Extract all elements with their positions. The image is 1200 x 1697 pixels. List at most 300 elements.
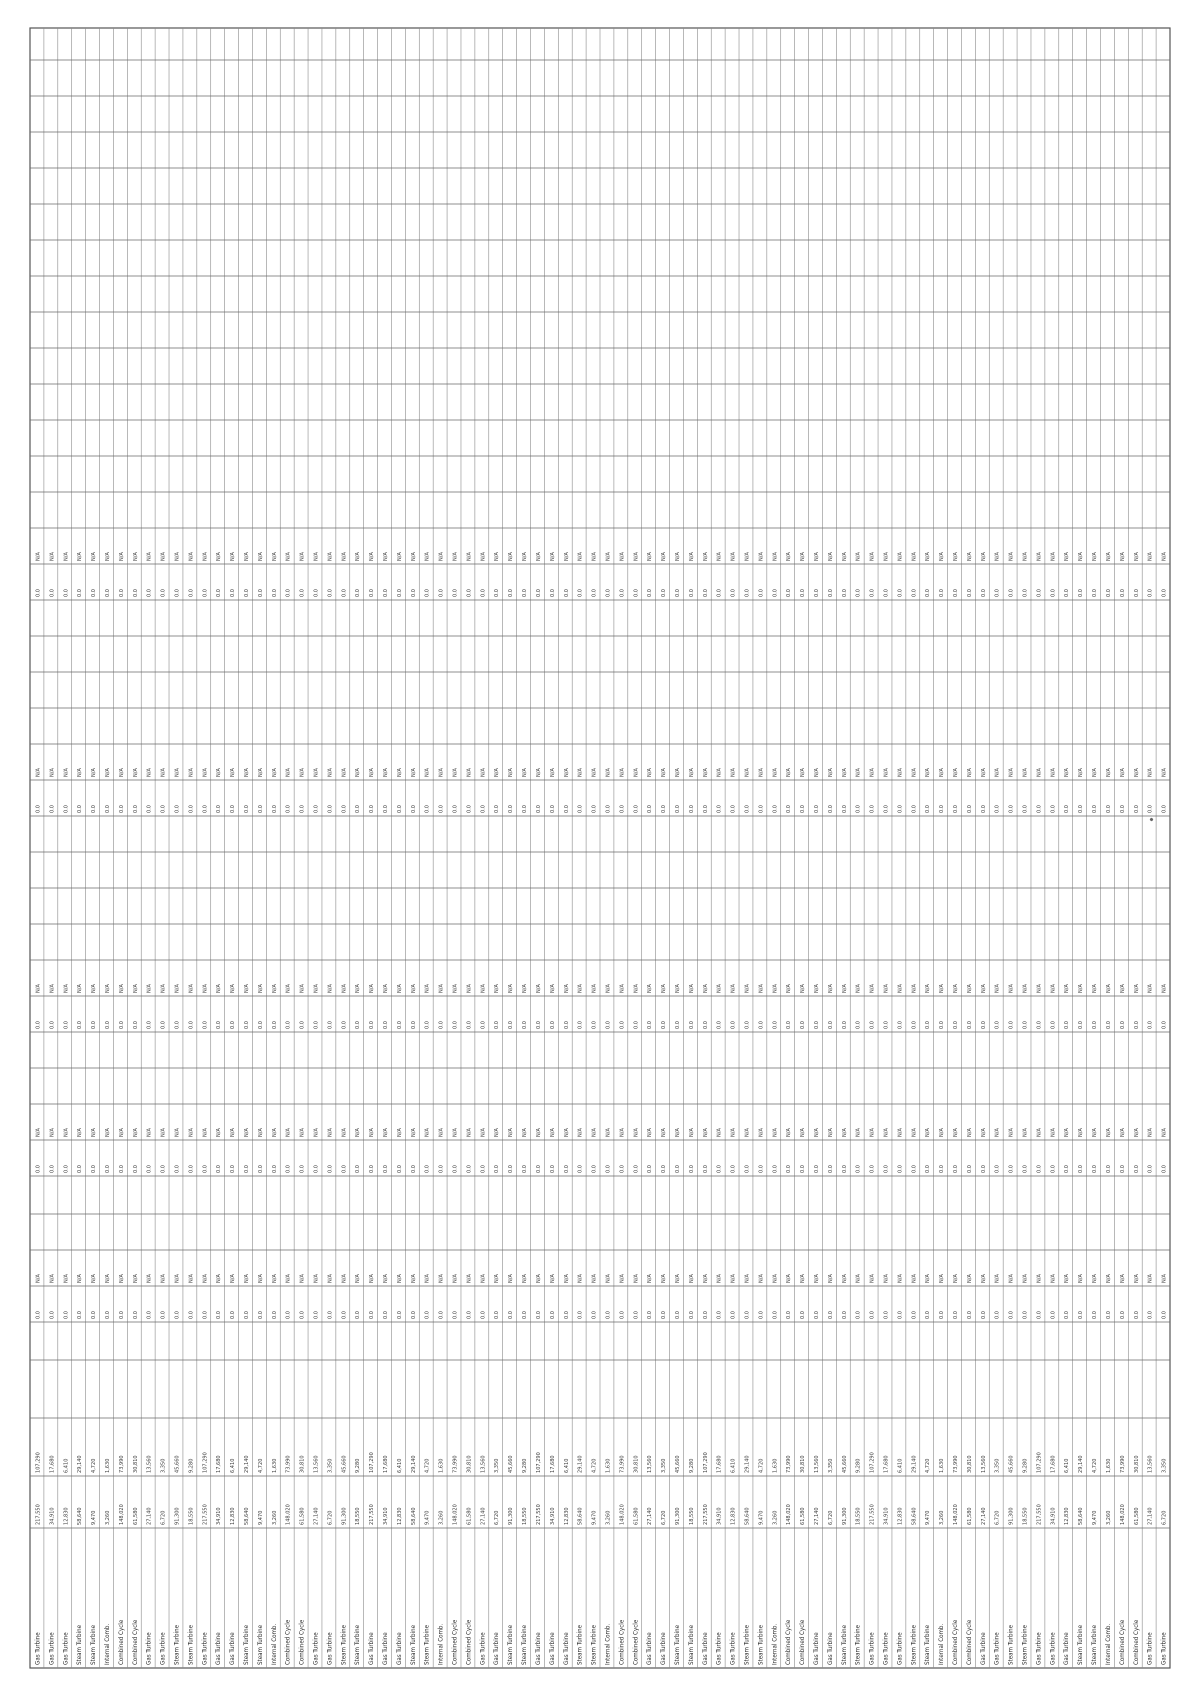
table-cell: 0.0	[869, 1020, 876, 1029]
table-cell: 0.0	[688, 1164, 695, 1173]
table-cell: 73,990	[452, 1455, 459, 1473]
table-cell: N/A	[813, 1128, 820, 1137]
table-cell: 0.0	[480, 1310, 487, 1319]
table-cell: 29,140	[410, 1455, 417, 1473]
table-cell: 0.0	[132, 1310, 139, 1319]
table-cell: N/A	[216, 552, 223, 561]
table-cell: N/A	[869, 1274, 876, 1283]
table-cell: N/A	[480, 984, 487, 993]
table-cell: 0.0	[716, 1310, 723, 1319]
row-label-cell: Gas Turbine	[479, 1632, 487, 1665]
table-cell: 0.0	[174, 1164, 181, 1173]
table-cell: 3,350	[827, 1458, 834, 1473]
table-cell: N/A	[160, 1274, 167, 1283]
table-cell: N/A	[827, 768, 834, 777]
table-cell: N/A	[188, 1128, 195, 1137]
table-cell: 0.0	[438, 804, 445, 813]
table-cell: 0.0	[994, 588, 1001, 597]
table-cell: 0.0	[438, 1310, 445, 1319]
table-cell: N/A	[688, 1128, 695, 1137]
table-cell: 0.0	[174, 1310, 181, 1319]
table-cell: 0.0	[549, 588, 556, 597]
table-cell: 13,560	[647, 1455, 654, 1473]
table-cell: 0.0	[1078, 804, 1085, 813]
table-cell: 0.0	[605, 804, 612, 813]
table-cell: 0.0	[257, 804, 264, 813]
table-cell: 0.0	[313, 1310, 320, 1319]
table-cell: 107,290	[535, 1452, 542, 1473]
table-cell: N/A	[758, 552, 765, 561]
table-cell: N/A	[772, 1274, 779, 1283]
table-cell: N/A	[396, 1128, 403, 1137]
table-cell: 0.0	[688, 588, 695, 597]
table-cell: N/A	[716, 1128, 723, 1137]
table-cell: 0.0	[438, 588, 445, 597]
table-cell: 0.0	[716, 804, 723, 813]
table-cell: 17,680	[1050, 1455, 1057, 1473]
table-cell: N/A	[77, 768, 84, 777]
table-cell: 0.0	[549, 1310, 556, 1319]
table-cell: N/A	[341, 1274, 348, 1283]
table-cell: 0.0	[522, 588, 529, 597]
table-cell: N/A	[285, 768, 292, 777]
table-cell: 34,910	[716, 1507, 723, 1525]
table-cell: 0.0	[911, 1164, 918, 1173]
table-cell: 0.0	[855, 1164, 862, 1173]
row-label-cell: Gas Turbine	[562, 1632, 570, 1665]
table-cell: 0.0	[994, 1310, 1001, 1319]
table-cell: 12,830	[730, 1507, 737, 1525]
table-cell: 0.0	[452, 588, 459, 597]
row-label-cell: Gas Turbine	[1146, 1632, 1154, 1665]
table-cell: 0.0	[841, 588, 848, 597]
table-cell: 0.0	[1036, 1020, 1043, 1029]
table-cell: N/A	[216, 984, 223, 993]
table-cell: 30,810	[299, 1455, 306, 1473]
table-cell: N/A	[563, 1128, 570, 1137]
table-cell: 0.0	[535, 1310, 542, 1319]
row-label-cell: Steam Turbine	[1007, 1624, 1015, 1665]
table-cell: 0.0	[758, 588, 765, 597]
table-cell: 0.0	[1022, 1020, 1029, 1029]
table-cell: 3,350	[1161, 1458, 1168, 1473]
row-label-cell: Steam Turbine	[590, 1624, 598, 1665]
table-cell: 0.0	[647, 1164, 654, 1173]
table-cell: 0.0	[452, 1164, 459, 1173]
table-cell: 45,660	[1008, 1455, 1015, 1473]
table-cell: N/A	[480, 1128, 487, 1137]
table-cell: 0.0	[1105, 804, 1112, 813]
table-cell: 0.0	[1092, 1020, 1099, 1029]
table-cell: 217,550	[535, 1504, 542, 1525]
table-cell: 0.0	[63, 1310, 70, 1319]
table-cell: N/A	[452, 984, 459, 993]
table-cell: 0.0	[230, 588, 237, 597]
table-cell: 61,580	[1133, 1507, 1140, 1525]
table-cell: 18,550	[188, 1507, 195, 1525]
table-cell: 0.0	[383, 1020, 390, 1029]
table-cell: 0.0	[730, 1164, 737, 1173]
table-cell: 0.0	[813, 1310, 820, 1319]
table-cell: 3,260	[939, 1510, 946, 1525]
table-cell: N/A	[730, 1128, 737, 1137]
row-label-cell: Steam Turbine	[840, 1624, 848, 1665]
table-cell: 0.0	[813, 1164, 820, 1173]
table-cell: 0.0	[522, 804, 529, 813]
table-cell: 29,140	[243, 1455, 250, 1473]
row-label-cell: Gas Turbine	[646, 1632, 654, 1665]
row-label-cell: Gas Turbine	[382, 1632, 390, 1665]
table-cell: 0.0	[383, 588, 390, 597]
table-cell: N/A	[549, 552, 556, 561]
table-cell: 45,660	[174, 1455, 181, 1473]
table-cell: N/A	[63, 768, 70, 777]
table-cell: 0.0	[744, 1020, 751, 1029]
table-cell: N/A	[508, 1128, 515, 1137]
table-cell: 0.0	[118, 1164, 125, 1173]
table-cell: N/A	[1119, 552, 1126, 561]
table-cell: N/A	[702, 768, 709, 777]
table-cell: 0.0	[355, 1164, 362, 1173]
table-cell: 0.0	[1133, 1020, 1140, 1029]
table-cell: N/A	[813, 552, 820, 561]
table-cell: 0.0	[257, 1020, 264, 1029]
table-cell: N/A	[980, 552, 987, 561]
table-cell: N/A	[883, 768, 890, 777]
table-cell: N/A	[452, 1128, 459, 1137]
table-cell: 0.0	[146, 1310, 153, 1319]
table-cell: 0.0	[410, 1020, 417, 1029]
table-cell: N/A	[994, 984, 1001, 993]
row-label-cell: Steam Turbine	[854, 1624, 862, 1665]
table-cell: 58,640	[243, 1507, 250, 1525]
table-cell: 27,140	[813, 1507, 820, 1525]
table-cell: 0.0	[1008, 1020, 1015, 1029]
table-cell: N/A	[1078, 768, 1085, 777]
table-cell: 0.0	[591, 1164, 598, 1173]
table-cell: 0.0	[1064, 1164, 1071, 1173]
table-cell: 0.0	[91, 588, 98, 597]
table-cell: N/A	[730, 984, 737, 993]
table-cell: N/A	[118, 984, 125, 993]
table-cell: N/A	[577, 1128, 584, 1137]
table-cell: 0.0	[466, 1310, 473, 1319]
table-cell: 0.0	[647, 588, 654, 597]
table-cell: 58,640	[410, 1507, 417, 1525]
table-cell: N/A	[1022, 768, 1029, 777]
table-cell: 0.0	[702, 1020, 709, 1029]
table-cell: N/A	[466, 1274, 473, 1283]
table-cell: 0.0	[800, 804, 807, 813]
table-cell: N/A	[758, 768, 765, 777]
table-cell: 0.0	[730, 1020, 737, 1029]
table-cell: 0.0	[132, 1164, 139, 1173]
table-cell: N/A	[994, 552, 1001, 561]
table-cell: 0.0	[633, 1164, 640, 1173]
table-cell: 0.0	[1050, 588, 1057, 597]
table-cell: 0.0	[1147, 588, 1154, 597]
table-cell: 0.0	[772, 804, 779, 813]
table-cell: N/A	[313, 1128, 320, 1137]
table-cell: N/A	[63, 552, 70, 561]
table-cell: 0.0	[647, 1020, 654, 1029]
table-cell: N/A	[327, 1274, 334, 1283]
table-cell: N/A	[466, 984, 473, 993]
table-cell: N/A	[35, 1274, 42, 1283]
table-cell: N/A	[1105, 552, 1112, 561]
table-cell: 0.0	[188, 1020, 195, 1029]
row-label-cell: Gas Turbine	[312, 1632, 320, 1665]
table-cell: 0.0	[508, 1020, 515, 1029]
table-cell: 0.0	[925, 1164, 932, 1173]
table-cell: 0.0	[410, 1164, 417, 1173]
table-cell: 6,720	[827, 1510, 834, 1525]
table-cell: N/A	[1050, 984, 1057, 993]
table-cell: N/A	[410, 1274, 417, 1283]
table-cell: N/A	[1078, 984, 1085, 993]
table-cell: 0.0	[772, 588, 779, 597]
table-cell: N/A	[1064, 768, 1071, 777]
table-cell: 0.0	[1092, 1164, 1099, 1173]
table-cell: N/A	[174, 552, 181, 561]
table-cell: 0.0	[1008, 1310, 1015, 1319]
row-label-cell: Gas Turbine	[701, 1632, 709, 1665]
table-cell: 1,630	[605, 1458, 612, 1473]
table-cell: 0.0	[994, 804, 1001, 813]
table-cell: N/A	[271, 1274, 278, 1283]
table-cell: 0.0	[327, 588, 334, 597]
table-cell: N/A	[758, 1128, 765, 1137]
row-label-cell: Combined Cycle	[965, 1619, 973, 1665]
table-cell: 0.0	[661, 588, 668, 597]
table-cell: 0.0	[591, 588, 598, 597]
table-cell: 0.0	[730, 1310, 737, 1319]
table-cell: 73,990	[285, 1455, 292, 1473]
table-cell: N/A	[855, 768, 862, 777]
table-cell: N/A	[661, 1128, 668, 1137]
table-cell: N/A	[369, 1274, 376, 1283]
table-cell: N/A	[605, 1128, 612, 1137]
table-cell: 18,550	[1022, 1507, 1029, 1525]
table-cell: N/A	[1078, 552, 1085, 561]
table-cell: N/A	[994, 768, 1001, 777]
table-cell: 0.0	[800, 1310, 807, 1319]
table-cell: N/A	[410, 1128, 417, 1137]
table-cell: N/A	[299, 1274, 306, 1283]
table-cell: 3,350	[494, 1458, 501, 1473]
row-label-cell: Steam Turbine	[521, 1624, 529, 1665]
table-cell: N/A	[1119, 1274, 1126, 1283]
table-cell: N/A	[688, 552, 695, 561]
table-cell: 73,990	[619, 1455, 626, 1473]
table-cell: 0.0	[327, 1020, 334, 1029]
table-cell: 0.0	[883, 1164, 890, 1173]
table-cells	[34, 552, 1167, 1665]
table-cell: 6,410	[63, 1458, 70, 1473]
row-label-cell: Internal Comb.	[437, 1623, 445, 1665]
table-cell: 148,020	[619, 1504, 626, 1525]
table-cell: 0.0	[285, 1020, 292, 1029]
table-cell: N/A	[744, 984, 751, 993]
table-cell: N/A	[341, 984, 348, 993]
table-cell: N/A	[619, 552, 626, 561]
table-cell: 0.0	[619, 588, 626, 597]
table-cell: 58,640	[744, 1507, 751, 1525]
table-cell: 0.0	[1050, 1310, 1057, 1319]
table-cell: 0.0	[897, 588, 904, 597]
table-cell: N/A	[327, 768, 334, 777]
table-cell: N/A	[104, 1128, 111, 1137]
table-cell: 0.0	[1105, 1020, 1112, 1029]
table-cell: N/A	[243, 552, 250, 561]
table-cell: 0.0	[494, 804, 501, 813]
table-cell: N/A	[174, 1274, 181, 1283]
table-cell: 0.0	[911, 804, 918, 813]
table-cell: 4,720	[758, 1458, 765, 1473]
table-cell: 0.0	[160, 1164, 167, 1173]
table-cell: N/A	[953, 768, 960, 777]
table-cell: N/A	[1036, 1128, 1043, 1137]
table-cell: N/A	[466, 1128, 473, 1137]
table-cell: N/A	[285, 1128, 292, 1137]
table-cell: 4,720	[91, 1458, 98, 1473]
row-label-cell: Gas Turbine	[215, 1632, 223, 1665]
table-cell: N/A	[49, 768, 56, 777]
table-cell: 34,910	[216, 1507, 223, 1525]
table-cell: 0.0	[966, 588, 973, 597]
table-cell: N/A	[438, 1128, 445, 1137]
table-cell: 0.0	[633, 1020, 640, 1029]
table-cell: 27,140	[647, 1507, 654, 1525]
table-cell: N/A	[772, 1128, 779, 1137]
table-cell: N/A	[758, 984, 765, 993]
row-label-cell: Steam Turbine	[90, 1624, 98, 1665]
table-cell: 0.0	[285, 1310, 292, 1319]
table-cell: N/A	[35, 552, 42, 561]
table-cell: 0.0	[716, 588, 723, 597]
table-cell: 0.0	[35, 1310, 42, 1319]
table-cell: 61,580	[633, 1507, 640, 1525]
table-cell: N/A	[702, 1274, 709, 1283]
table-cell: N/A	[63, 984, 70, 993]
table-cell: 0.0	[869, 804, 876, 813]
row-label-cell: Gas Turbine	[896, 1632, 904, 1665]
table-cell: 9,280	[522, 1458, 529, 1473]
table-cell: 0.0	[841, 1020, 848, 1029]
table-cell: 0.0	[674, 588, 681, 597]
table-cell: N/A	[647, 1274, 654, 1283]
table-cell: N/A	[716, 552, 723, 561]
table-cell: N/A	[1161, 1128, 1168, 1137]
row-label-cell: Combined Cycle	[1118, 1619, 1126, 1665]
table-cell: N/A	[633, 552, 640, 561]
table-cell: N/A	[535, 1128, 542, 1137]
table-cell: 0.0	[1133, 588, 1140, 597]
table-cell: 0.0	[327, 1310, 334, 1319]
table-cell: 0.0	[813, 588, 820, 597]
table-cell: N/A	[63, 1128, 70, 1137]
table-cell: N/A	[591, 1274, 598, 1283]
table-cell: 0.0	[841, 1164, 848, 1173]
table-cell: 0.0	[1161, 588, 1168, 597]
table-cell: N/A	[925, 552, 932, 561]
table-cell: 0.0	[605, 1164, 612, 1173]
table-cell: 0.0	[396, 1020, 403, 1029]
table-cell: N/A	[132, 1274, 139, 1283]
table-cell: 6,410	[396, 1458, 403, 1473]
table-cell: N/A	[424, 552, 431, 561]
table-cell: N/A	[494, 1274, 501, 1283]
table-cell: 0.0	[1064, 804, 1071, 813]
table-cell: N/A	[299, 1128, 306, 1137]
table-cell: N/A	[494, 1128, 501, 1137]
table-cell: 9,470	[925, 1510, 932, 1525]
table-cell: N/A	[535, 768, 542, 777]
table-cell: N/A	[939, 552, 946, 561]
table-cell: 0.0	[271, 804, 278, 813]
table-cell: 27,140	[480, 1507, 487, 1525]
table-cell: 107,290	[35, 1452, 42, 1473]
table-cell: 0.0	[800, 588, 807, 597]
table-cell: N/A	[688, 984, 695, 993]
table-cell: 0.0	[980, 1020, 987, 1029]
table-cell: N/A	[410, 768, 417, 777]
table-cell: 0.0	[702, 804, 709, 813]
row-label-cell: Internal Comb.	[103, 1623, 111, 1665]
table-cell: N/A	[508, 552, 515, 561]
table-cell: N/A	[341, 552, 348, 561]
table-cell: N/A	[104, 552, 111, 561]
table-cell: 12,830	[563, 1507, 570, 1525]
table-cell: N/A	[383, 1274, 390, 1283]
table-cell: 30,810	[132, 1455, 139, 1473]
table-cell: N/A	[230, 768, 237, 777]
table-cell: 0.0	[786, 588, 793, 597]
table-cell: N/A	[591, 984, 598, 993]
table-cell: 0.0	[438, 1020, 445, 1029]
table-cell: 0.0	[202, 1020, 209, 1029]
table-cell: 0.0	[1105, 588, 1112, 597]
table-cell: 0.0	[230, 804, 237, 813]
row-label-cell: Gas Turbine	[1035, 1632, 1043, 1665]
row-label-cell: Gas Turbine	[368, 1632, 376, 1665]
row-label-cell: Steam Turbine	[1091, 1624, 1099, 1665]
table-cell: N/A	[188, 1274, 195, 1283]
table-cell: N/A	[716, 984, 723, 993]
table-cell: N/A	[1008, 768, 1015, 777]
row-label-cell: Steam Turbine	[576, 1624, 584, 1665]
row-label-cell: Internal Comb.	[1104, 1623, 1112, 1665]
table-cell: 45,660	[341, 1455, 348, 1473]
table-cell: N/A	[1133, 768, 1140, 777]
table-cell: 0.0	[869, 1310, 876, 1319]
table-cell: N/A	[299, 552, 306, 561]
table-cell: 0.0	[661, 804, 668, 813]
table-cell: N/A	[841, 552, 848, 561]
table-cell: N/A	[355, 984, 362, 993]
table-cell: 0.0	[980, 1164, 987, 1173]
table-cell: 0.0	[772, 1020, 779, 1029]
table-cell: N/A	[883, 1274, 890, 1283]
table-cell: N/A	[1022, 984, 1029, 993]
table-cell: 107,290	[702, 1452, 709, 1473]
table-cell: 0.0	[35, 588, 42, 597]
row-label-cell: Combined Cycle	[1132, 1619, 1140, 1665]
table-cell: N/A	[994, 1128, 1001, 1137]
table-cell: 0.0	[577, 804, 584, 813]
table-cell: N/A	[925, 984, 932, 993]
table-cell: 0.0	[410, 588, 417, 597]
